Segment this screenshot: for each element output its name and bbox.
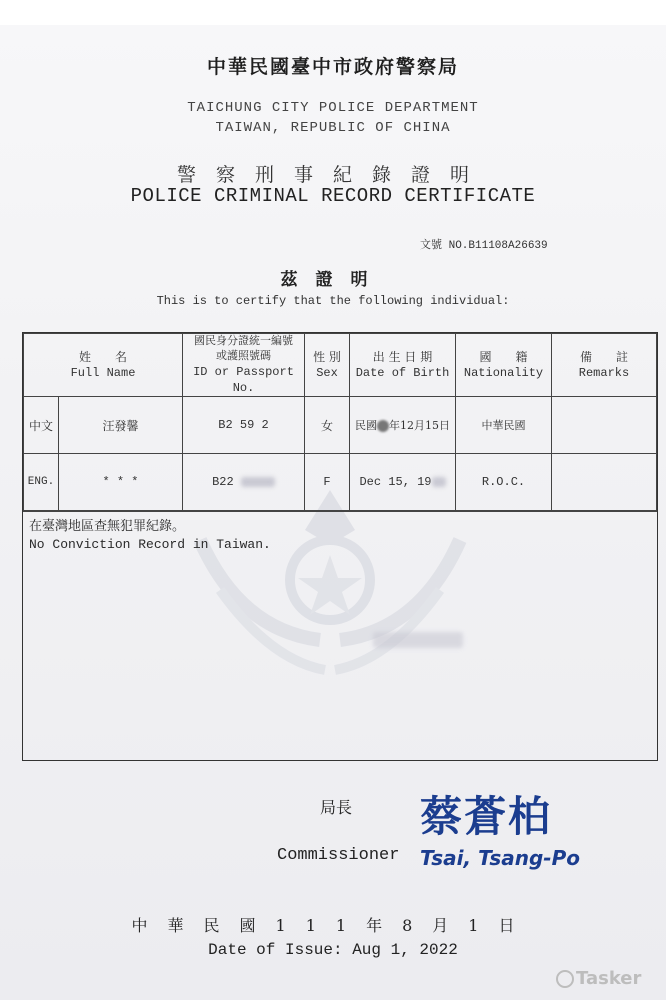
header-sex-zh: 性 別 xyxy=(313,349,341,364)
photo-border xyxy=(0,0,666,25)
redaction-mark xyxy=(377,420,389,432)
name-cell: 汪發馨 xyxy=(59,397,183,454)
notes-en: No Conviction Record in Taiwan. xyxy=(29,537,271,553)
dob-value: Dec 15, 19 xyxy=(359,475,432,490)
commissioner-title-en: Commissioner xyxy=(277,846,400,865)
dob-suffix: 年12月15日 xyxy=(389,419,450,433)
header-remarks xyxy=(552,334,657,397)
remarks-cell xyxy=(552,454,657,511)
remarks-cell xyxy=(552,397,657,454)
header-dob xyxy=(350,334,456,397)
redaction-mark xyxy=(241,477,275,487)
name-cell: * * * xyxy=(59,454,183,511)
dob-prefix: 民國 xyxy=(355,419,377,433)
id-value: B2 59 2 xyxy=(218,418,269,433)
table-row-chinese xyxy=(24,397,657,454)
header-id-en: ID or Passport No. xyxy=(193,364,294,395)
notes-zh: 在臺灣地區查無犯罪紀錄。 xyxy=(29,519,186,535)
dob-cell xyxy=(350,397,456,454)
record-table xyxy=(22,332,658,761)
header-id-zh-2: 或護照號碼 xyxy=(216,348,271,362)
signature-en: Tsai, Tsang-Po xyxy=(420,846,581,870)
certificate-title-en: POLICE CRIMINAL RECORD CERTIFICATE xyxy=(130,185,536,207)
redaction-mark xyxy=(373,632,463,648)
table-header-row xyxy=(24,334,657,397)
hereby-certify-zh: 茲證明 xyxy=(280,270,386,290)
issue-date-en: Date of Issue: Aug 1, 2022 xyxy=(208,941,458,959)
header-sex-en: Sex xyxy=(316,366,338,381)
certify-statement: This is to certify that the following individual: xyxy=(156,294,510,308)
id-cell xyxy=(183,454,305,511)
sex-cell: F xyxy=(305,454,350,511)
header-full-name xyxy=(24,334,183,397)
redaction-mark xyxy=(432,477,446,487)
id-cell xyxy=(183,397,305,454)
nationality-cell: R.O.C. xyxy=(456,454,552,511)
header-dob-en: Date of Birth xyxy=(355,366,450,381)
table-row-english xyxy=(24,454,657,511)
header-id xyxy=(183,334,305,397)
header-nationality-zh: 國 籍 xyxy=(479,349,528,364)
header-nationality-en: Nationality xyxy=(463,366,544,381)
agency-title-en-line1: TAICHUNG CITY POLICE DEPARTMENT xyxy=(187,100,479,116)
row-label: 中文 xyxy=(24,397,59,454)
issue-date-zh: 中華民國111年8月1日 xyxy=(131,916,535,935)
watermark-text: Tasker xyxy=(576,968,642,989)
row-label: ENG. xyxy=(24,454,59,511)
id-value: B22 xyxy=(212,475,234,490)
tasker-logo-icon xyxy=(556,970,574,988)
dob-cell xyxy=(350,454,456,511)
certificate-title-zh: 警察刑事紀錄證明 xyxy=(176,164,489,186)
header-sex xyxy=(305,334,350,397)
signature-zh: 蔡蒼柏 xyxy=(420,792,553,841)
tasker-watermark xyxy=(556,968,641,989)
sex-cell: 女 xyxy=(305,397,350,454)
header-full-name-zh: 姓 名 xyxy=(78,349,127,364)
header-remarks-en: Remarks xyxy=(578,366,630,381)
notes-area xyxy=(23,511,657,760)
document-number: 文號 NO.B11108A26639 xyxy=(420,240,548,252)
agency-title-en-line2: TAIWAN, REPUBLIC OF CHINA xyxy=(215,120,451,136)
nationality-cell: 中華民國 xyxy=(456,397,552,454)
header-dob-zh: 出 生 日 期 xyxy=(372,349,433,364)
commissioner-title-zh: 局長 xyxy=(320,798,353,817)
header-full-name-en: Full Name xyxy=(70,366,136,381)
header-remarks-zh: 備 註 xyxy=(579,349,628,364)
header-id-zh-1: 國民身分證統一編號 xyxy=(194,334,293,347)
agency-title-zh: 中華民國臺中市政府警察局 xyxy=(206,56,459,78)
header-nationality xyxy=(456,334,552,397)
